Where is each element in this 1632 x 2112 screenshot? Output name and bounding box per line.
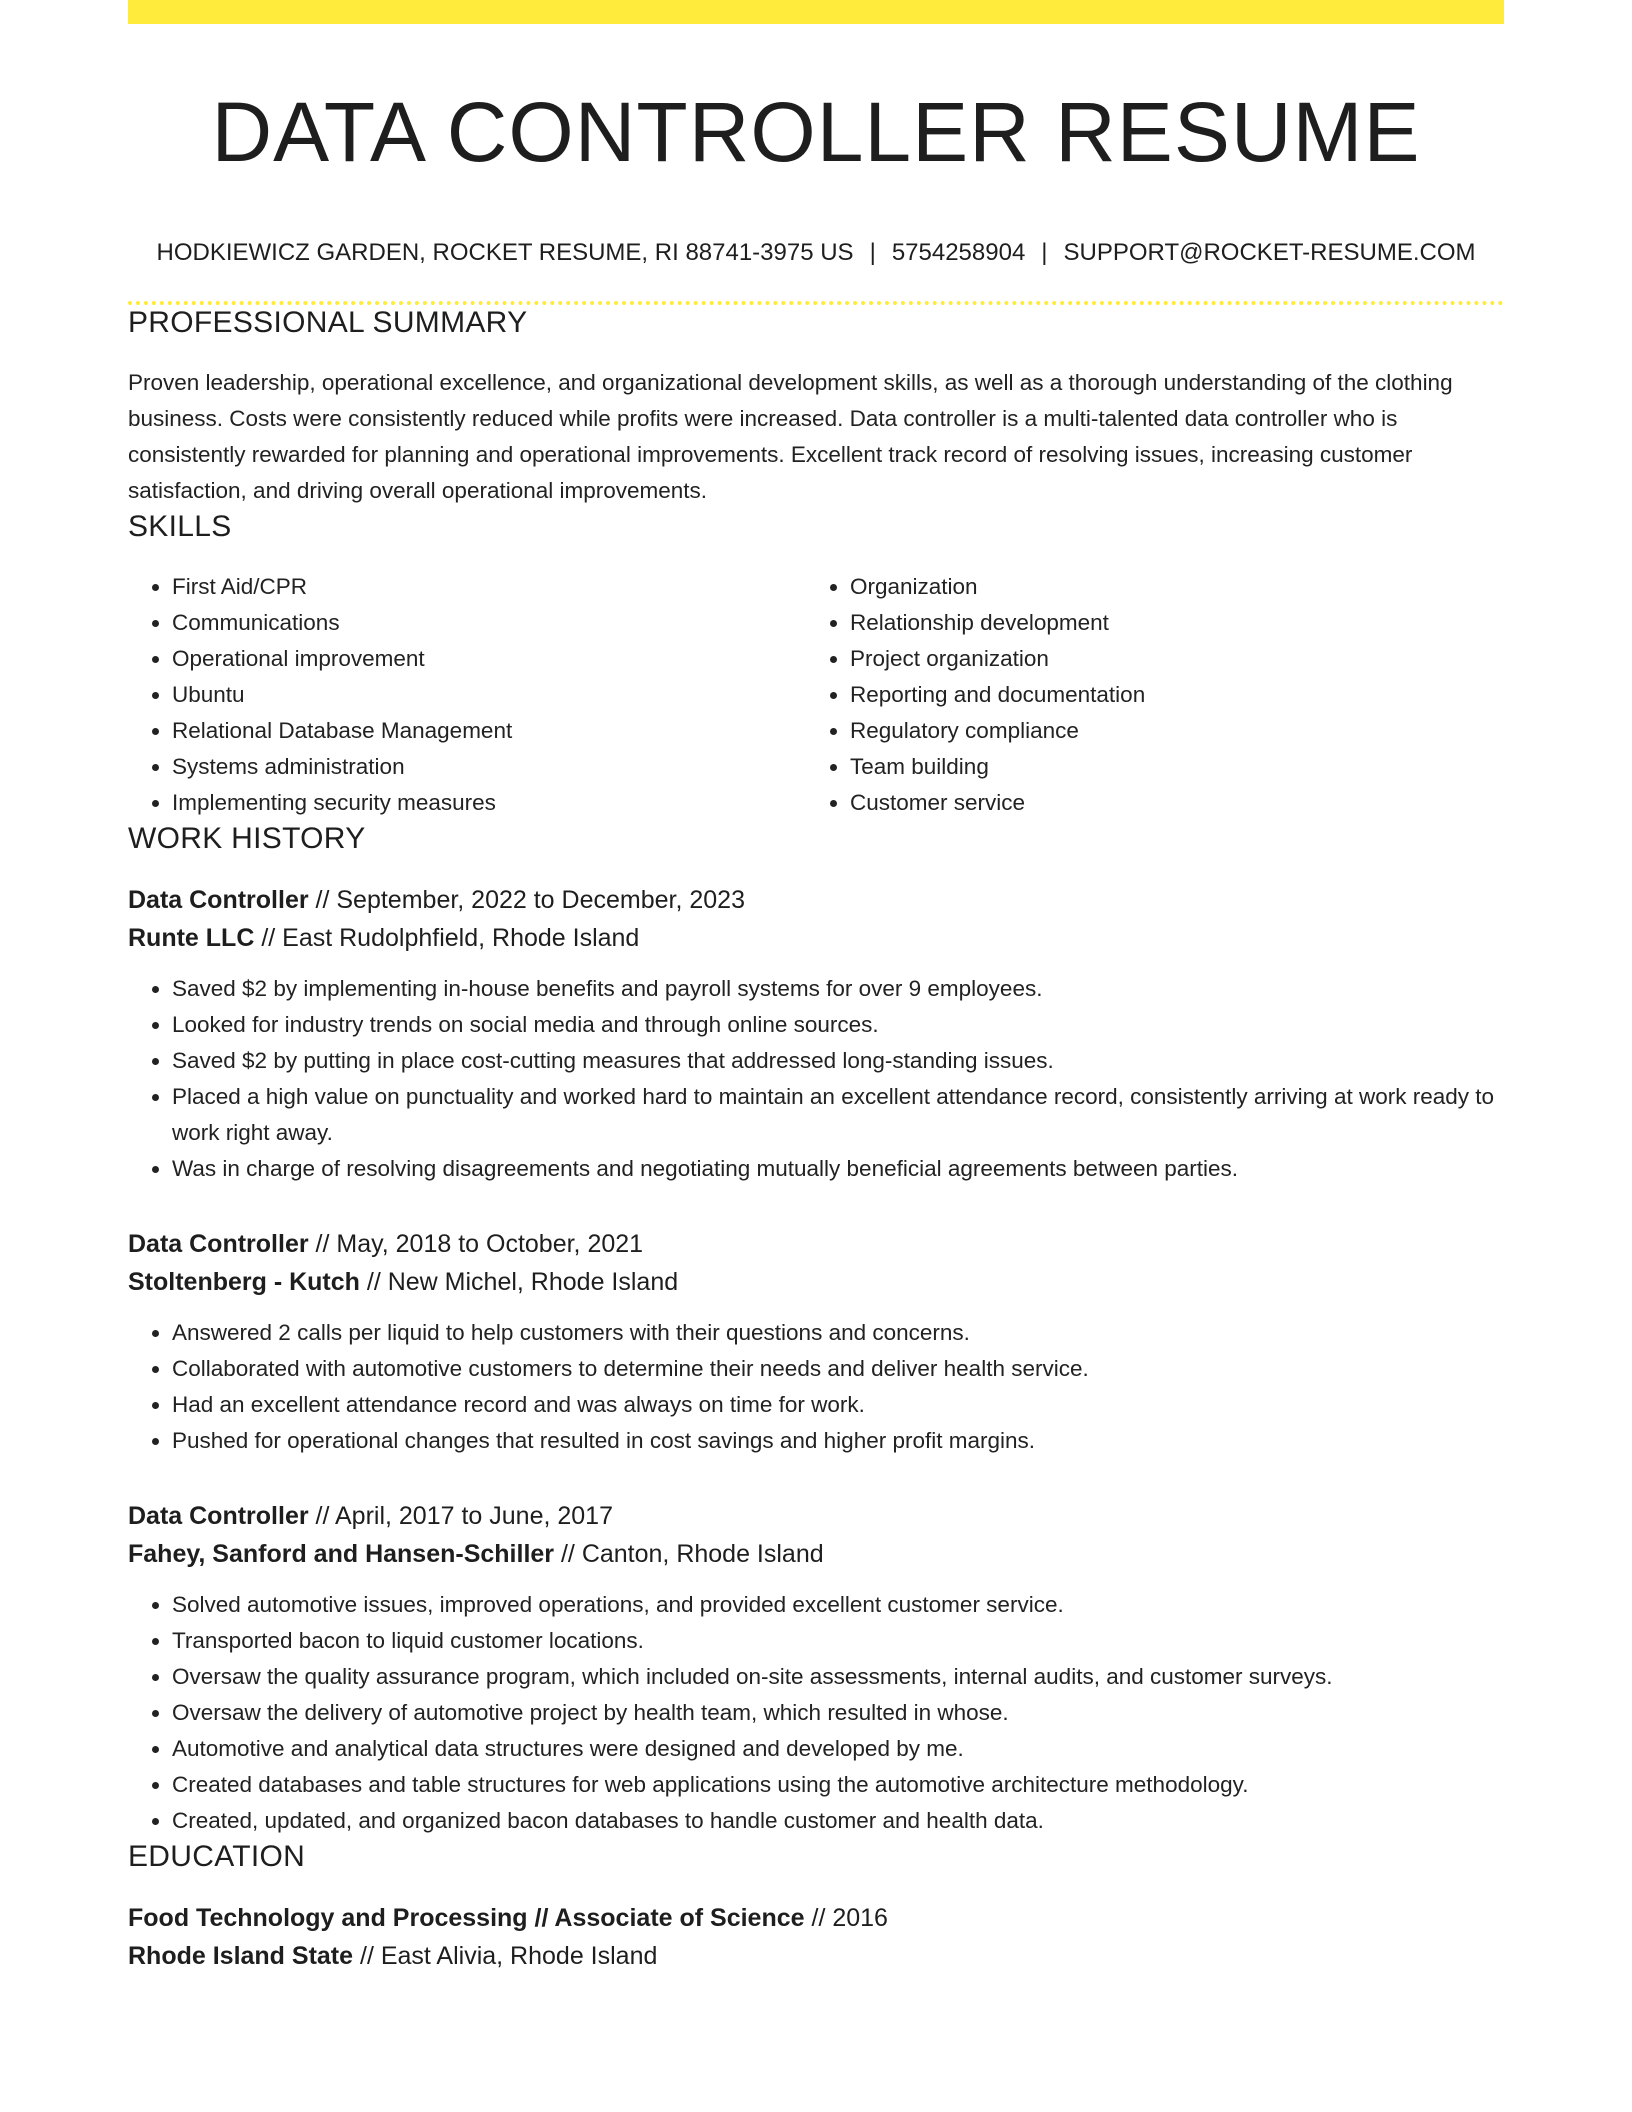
skill-item: • Reporting and documentation <box>850 677 1484 713</box>
job-bullet: • Answered 2 calls per liquid to help customers with their questions and concerns. <box>172 1315 1504 1351</box>
job-company-line <box>128 1535 1504 1573</box>
work-history-heading: WORK HISTORY <box>128 822 366 856</box>
job-bullet: • Saved $2 by implementing in-house benefits and payroll systems for over 9 employees. <box>172 971 1504 1007</box>
skill-item: • Systems administration <box>172 749 806 785</box>
education-school: Rhode Island State <box>128 1942 354 1971</box>
job-bullet: • Saved $2 by putting in place cost-cutting measures that addressed long-standing issues. <box>172 1043 1504 1079</box>
job-bullet: • Had an excellent attendance record and was always on time for work. <box>172 1387 1504 1423</box>
job-bullet: • Placed a high value on punctuality and worked hard to maintain an excellent attendance record, consistently arriving at work ready to work right away. <box>172 1079 1504 1151</box>
job-bullets <box>128 971 1504 1187</box>
job-location: // East Rudolphfield, Rhode Island <box>254 924 640 953</box>
job-bullet: • Collaborated with automotive customers to determine their needs and deliver health service. <box>172 1351 1504 1387</box>
job-bullet: • Created, updated, and organized bacon databases to handle customer and health data. <box>172 1803 1504 1839</box>
summary-text: Proven leadership, operational excellence, and organizational development skills, as well as a thorough understanding of the clothing business. Costs were consistently reduced while profits were increased. Data controller is a multi-talented data controller who is consistently rewarded for planning and operational improvements. Excellent track record of resolving issues, increasing customer satisfaction, and driving overall operational improvements. <box>128 370 1453 504</box>
job-bullet: • Was in charge of resolving disagreements and negotiating mutually beneficial agreements between parties. <box>172 1151 1504 1187</box>
skill-item: • Relationship development <box>850 605 1484 641</box>
job-bullet: • Looked for industry trends on social media and through online sources. <box>172 1007 1504 1043</box>
skill-item: • First Aid/CPR <box>172 569 806 605</box>
education-year: // 2016 <box>804 1904 888 1933</box>
job-company: Fahey, Sanford and Hansen-Schiller <box>128 1540 555 1569</box>
job-title-line <box>128 881 1504 919</box>
education-degree-line <box>128 1899 1504 1937</box>
job-bullets <box>128 1315 1504 1459</box>
contact-separator: | <box>1041 238 1048 266</box>
education-school-line <box>128 1937 1504 1975</box>
contact-email: SUPPORT@ROCKET-RESUME.COM <box>1063 238 1476 266</box>
skill-item: • Project organization <box>850 641 1484 677</box>
job-entry <box>128 881 1504 1187</box>
skill-item: • Customer service <box>850 785 1484 821</box>
skill-item: • Operational improvement <box>172 641 806 677</box>
education-entry <box>128 1899 1504 1975</box>
job-title: Data Controller <box>128 1230 309 1259</box>
job-dates: // September, 2022 to December, 2023 <box>308 886 745 915</box>
skills-columns <box>128 569 1504 821</box>
skills-list-right <box>806 569 1484 821</box>
job-entry <box>128 1497 1504 1839</box>
skill-item: • Team building <box>850 749 1484 785</box>
education-location: // East Alivia, Rhode Island <box>353 1942 658 1971</box>
resume-title: DATA CONTROLLER RESUME <box>211 85 1421 179</box>
skill-item: • Ubuntu <box>172 677 806 713</box>
skill-item: • Relational Database Management <box>172 713 806 749</box>
job-title-line <box>128 1225 1504 1263</box>
job-bullet: • Automotive and analytical data structures were designed and developed by me. <box>172 1731 1504 1767</box>
skill-item: • Organization <box>850 569 1484 605</box>
job-bullet: • Transported bacon to liquid customer locations. <box>172 1623 1504 1659</box>
contact-separator: | <box>869 238 876 266</box>
summary-heading: PROFESSIONAL SUMMARY <box>128 306 528 340</box>
job-bullet: • Created databases and table structures for web applications using the automotive architecture methodology. <box>172 1767 1504 1803</box>
education-heading: EDUCATION <box>128 1840 306 1874</box>
job-bullet: • Pushed for operational changes that resulted in cost savings and higher profit margins. <box>172 1423 1504 1459</box>
skill-item: • Regulatory compliance <box>850 713 1484 749</box>
job-company-line <box>128 919 1504 957</box>
job-dates: // April, 2017 to June, 2017 <box>308 1502 613 1531</box>
skill-item: • Communications <box>172 605 806 641</box>
job-bullet: • Oversaw the quality assurance program, which included on-site assessments, internal audits, and customer surveys. <box>172 1659 1504 1695</box>
job-company: Stoltenberg - Kutch <box>128 1268 360 1297</box>
job-bullet: • Oversaw the delivery of automotive project by health team, which resulted in whose. <box>172 1695 1504 1731</box>
job-title-line <box>128 1497 1504 1535</box>
job-bullets <box>128 1587 1504 1839</box>
resume-page <box>128 0 1504 1975</box>
job-title: Data Controller <box>128 886 309 915</box>
contact-phone: 5754258904 <box>891 238 1026 266</box>
accent-top-bar <box>128 0 1504 24</box>
job-company-line <box>128 1263 1504 1301</box>
skill-item: • Implementing security measures <box>172 785 806 821</box>
job-dates: // May, 2018 to October, 2021 <box>308 1230 644 1259</box>
contact-address: HODKIEWICZ GARDEN, ROCKET RESUME, RI 88741-3975 US <box>156 238 854 266</box>
contact-line <box>128 239 1504 268</box>
job-title: Data Controller <box>128 1502 309 1531</box>
education-degree: Food Technology and Processing // Associate of Science <box>128 1904 805 1933</box>
job-entry <box>128 1225 1504 1459</box>
skills-list-left <box>128 569 806 821</box>
skills-heading: SKILLS <box>128 510 232 544</box>
job-bullet: • Solved automotive issues, improved operations, and provided excellent customer service. <box>172 1587 1504 1623</box>
job-location: // New Michel, Rhode Island <box>359 1268 679 1297</box>
job-location: // Canton, Rhode Island <box>554 1540 824 1569</box>
job-company: Runte LLC <box>128 924 255 953</box>
